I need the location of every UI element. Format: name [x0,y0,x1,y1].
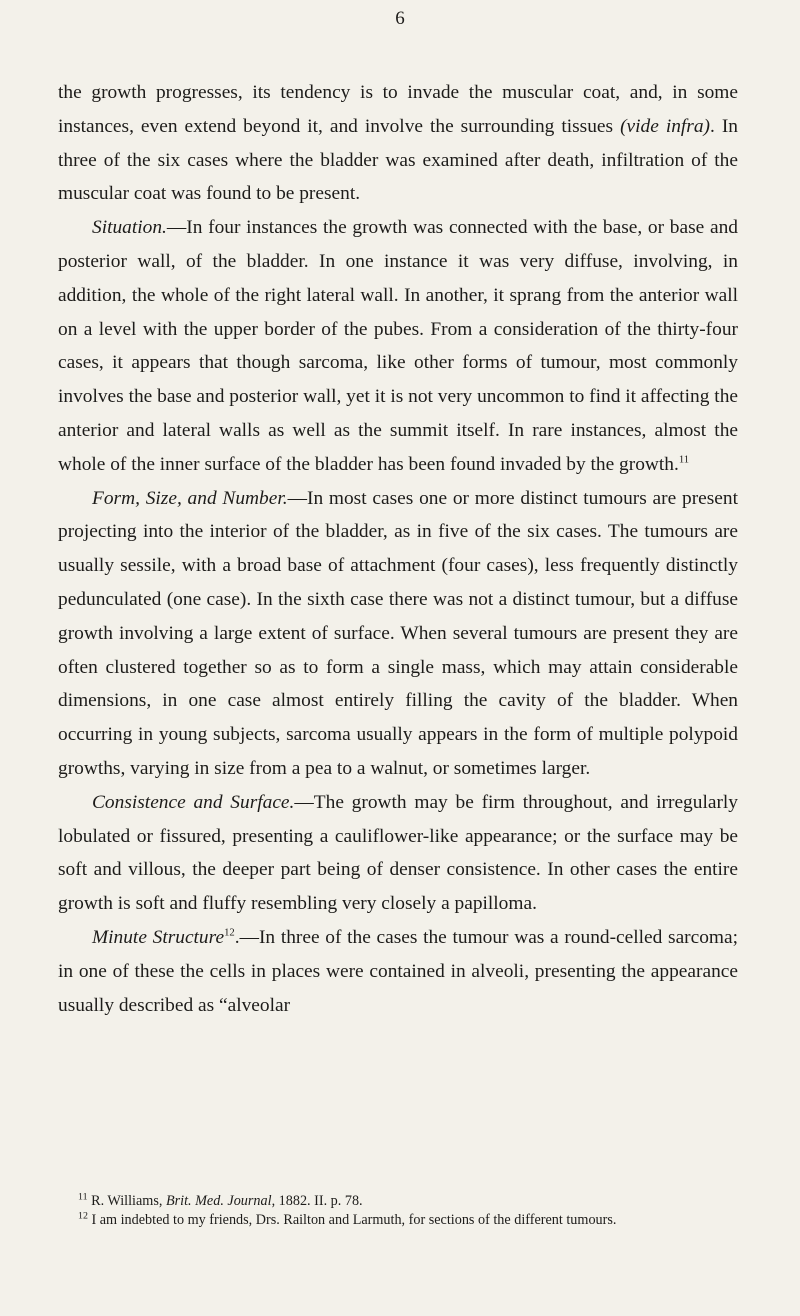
text-run: —The growth may be firm throughout, and irregularly lobulated or fissured, presenting a cauliflower-like appearance; or the surface may be soft and villous, the deeper part being of denser consistence. In other cases the entire growth is soft and fluffy resembling very closely a papilloma. [58,791,738,915]
body-text [58,76,738,1022]
italic-reference: (vide infra) [620,115,710,137]
paragraph-form-size-number [58,482,738,786]
text-run: , 1882. II. p. 78. [271,1193,363,1209]
section-heading: Consistence and Surface. [92,791,295,813]
footnote-reference: 11 [678,453,690,466]
section-heading: Situation. [92,217,167,239]
paragraph-consistence-surface [58,786,738,921]
page-number: 6 [395,8,405,29]
text-run: —In most cases one or more distinct tumours are present projecting into the interior of the bladder, as in five of the six cases. The tumours are usually sessile, with a broad base of attachment (four cases), less frequently distinctly pedunculated (one case). In the sixth case there was not a distinct tumour, but a diffuse growth involving a large extent of surface. When several tumours are present they are often clustered together so as to form a single mass, which may attain considerable dimensions, in one case almost entirely filling the cavity of the bladder. When occurring in young subjects, sarcoma usually appears in the form of multiple polypoid growths, varying in size from a pea to a walnut, or sometimes larger. [58,487,738,779]
text-run: . In three of the six cases where the bladder was examined after death, infiltration of the muscular coat was found to be present. [58,115,738,205]
paragraph-situation [58,211,738,481]
section-heading: Minute Structure [92,926,225,948]
text-run: the growth progresses, its tendency is to invade the muscular coat, and, in some instances, even extend beyond it, and involve the surrounding tissues [58,82,738,137]
paragraph-continuation [58,76,738,211]
footnotes [58,1192,738,1229]
footnote-reference: 12 [224,926,235,939]
text-run: —In four instances the growth was connected with the base, or base and posterior wall, of the bladder. In one instance it was very diffuse, involving, in addition, the whole of the right lateral wall. In another, it sprang from the anterior wall on a level with the upper border of the pubes. From a consideration of the thirty-four cases, it appears that though sarcoma, like other forms of tumour, most commonly involves the base and posterior wall, yet it is not very uncommon to find it affecting the anterior and lateral walls as well as the summit itself. In rare instances, almost the whole of the inner surface of the bladder has been found invaded by the growth. [58,217,738,475]
footnote-mark: 11 [78,1191,88,1203]
text-run: I am indebted to my friends, Drs. Railton and Larmuth, for sections of the different tumours. [87,1211,617,1228]
footnote-11 [58,1192,738,1211]
text-run: .—In three of the cases the tumour was a round-celled sarcoma; in one of these the cells in places were contained in alveoli, presenting the appearance usually described as “alveolar [58,926,739,1016]
footnote-mark: 12 [78,1209,88,1221]
text-run: R. Williams, [87,1193,166,1209]
journal-title: Brit. Med. Journal [165,1193,272,1209]
footnote-12 [58,1211,738,1230]
paragraph-minute-structure [58,921,738,1022]
section-heading: Form, Size, and Number. [92,487,288,509]
